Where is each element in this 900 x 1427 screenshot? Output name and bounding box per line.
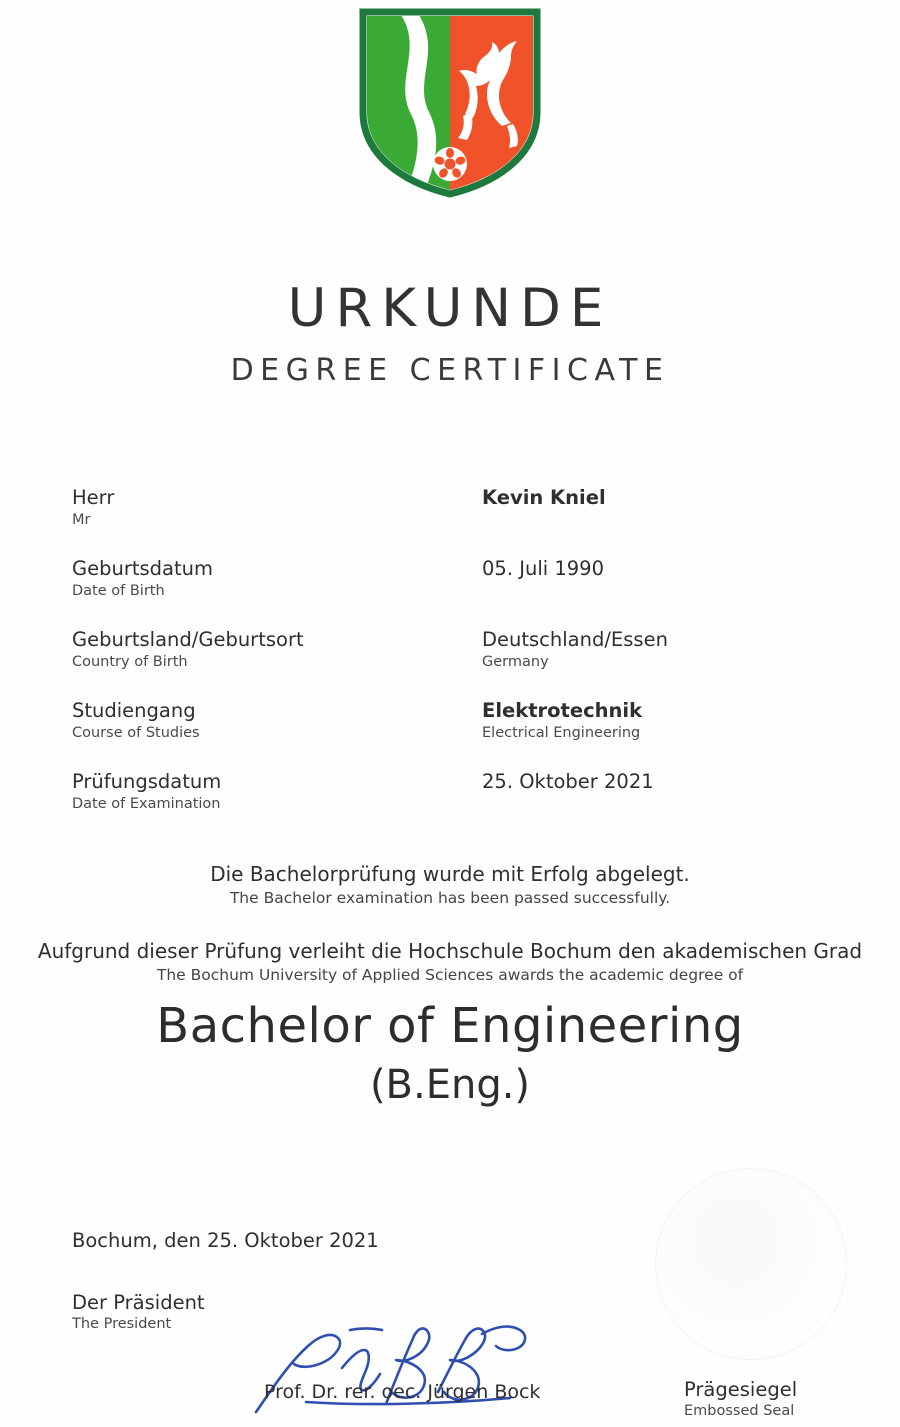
seal-label-de: Prägesiegel	[684, 1378, 798, 1401]
seal-label	[684, 1378, 797, 1419]
field-label-course	[72, 700, 482, 744]
field-label-en: Country of Birth	[72, 654, 188, 671]
field-value-en: Germany	[482, 654, 549, 671]
president-label-en: The President	[72, 1316, 172, 1332]
president-label-de: Der Präsident	[72, 1291, 205, 1314]
signature-name: Prof. Dr. rer. oec. Jürgen Bock	[264, 1381, 541, 1403]
award-statement-en: The Bochum University of Applied Sciences awards the academic degree of	[156, 966, 744, 984]
embossed-seal-impression	[655, 1168, 847, 1360]
field-label-de: Geburtsdatum	[72, 556, 213, 580]
field-value-birthdate	[482, 558, 832, 602]
title-block	[0, 278, 900, 388]
field-label-en: Date of Examination	[72, 796, 221, 813]
degree-abbreviation: (B.Eng.)	[369, 1061, 531, 1108]
statement-block	[0, 862, 900, 984]
field-row-course	[72, 700, 832, 744]
field-label-de: Geburtsland/Geburtsort	[72, 627, 304, 651]
field-row-salutation	[72, 487, 832, 531]
field-label-salutation	[72, 487, 482, 531]
field-value-de: Deutschland/Essen	[482, 627, 668, 651]
field-label-de: Prüfungsdatum	[72, 769, 222, 793]
president-label	[72, 1291, 205, 1332]
field-label-birthdate	[72, 558, 482, 602]
field-label-exam-date	[72, 771, 482, 815]
field-label-birthplace	[72, 629, 482, 673]
field-value-course	[482, 700, 832, 744]
field-label-en: Mr	[72, 512, 91, 529]
field-value-exam-date	[482, 771, 832, 815]
degree-block	[0, 1000, 900, 1107]
exam-passed-statement-de: Die Bachelorprüfung wurde mit Erfolg abgelegt.	[210, 862, 690, 886]
degree-name: Bachelor of Engineering	[156, 998, 744, 1054]
page-title-english: DEGREE CERTIFICATE	[230, 353, 670, 388]
field-label-en: Date of Birth	[72, 583, 165, 600]
field-value-de: 25. Oktober 2021	[482, 769, 654, 793]
certificate-fields	[72, 487, 832, 842]
field-label-en: Course of Studies	[72, 725, 200, 742]
field-value-de: Kevin Kniel	[482, 486, 606, 509]
page-title-german: URKUNDE	[287, 278, 613, 339]
field-value-birthplace	[482, 629, 832, 673]
field-row-birthplace	[72, 629, 832, 673]
field-value-de: Elektrotechnik	[482, 698, 643, 722]
field-label-de: Studiengang	[72, 698, 196, 722]
field-row-exam-date	[72, 771, 832, 815]
field-value-de: 05. Juli 1990	[482, 556, 604, 580]
place-and-date: Bochum, den 25. Oktober 2021	[72, 1229, 379, 1252]
seal-label-en: Embossed Seal	[684, 1403, 795, 1419]
field-value-name	[482, 487, 832, 531]
north-rhine-westphalia-coat-of-arms-icon	[359, 8, 541, 198]
signature-icon	[246, 1316, 566, 1421]
crest-container	[0, 8, 900, 198]
exam-passed-statement-en: The Bachelor examination has been passed successfully.	[229, 889, 671, 907]
field-value-en: Electrical Engineering	[482, 725, 641, 742]
field-row-birthdate	[72, 558, 832, 602]
field-label-de: Herr	[72, 486, 115, 509]
award-statement-de: Aufgrund dieser Prüfung verleiht die Hochschule Bochum den akademischen Grad	[37, 939, 863, 963]
